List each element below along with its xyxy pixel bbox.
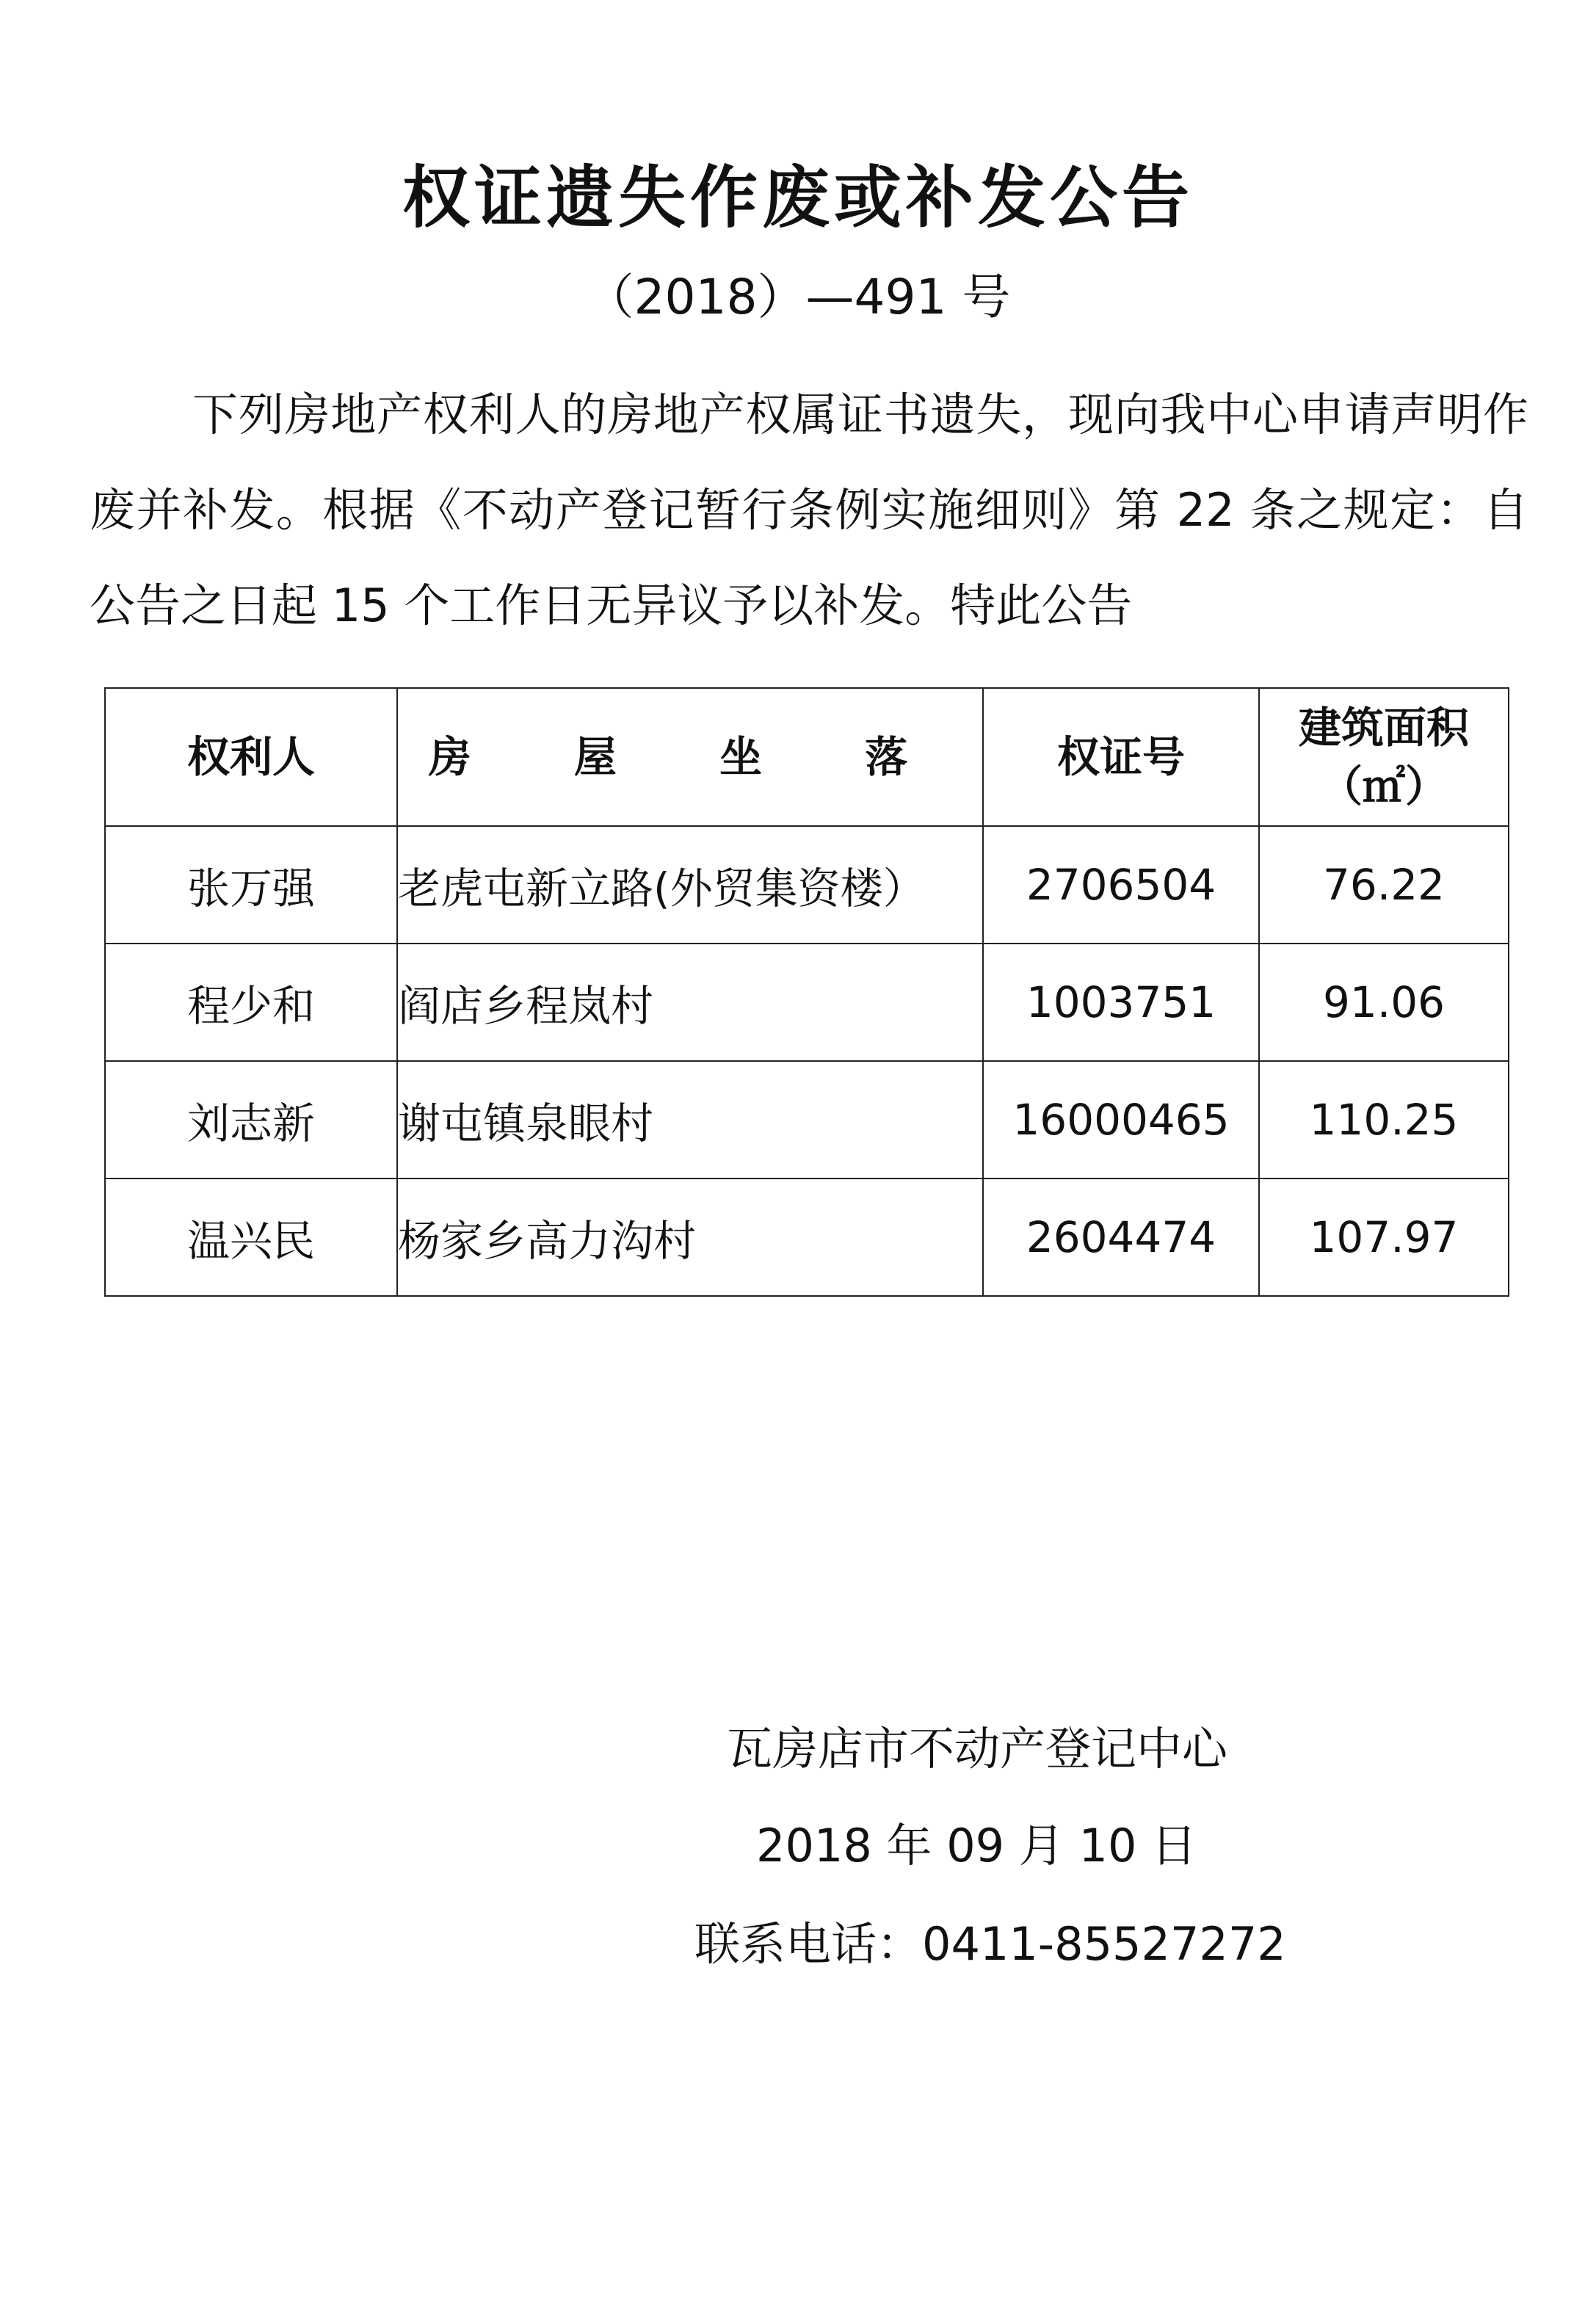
notice-title: 权证遗失作废或补发公告	[402, 159, 1194, 237]
header-area-line2: （㎡）	[1319, 761, 1448, 811]
header-address	[397, 688, 983, 826]
table-row	[105, 826, 1509, 944]
area-cell: 76.22	[1259, 826, 1509, 944]
area-cell: 110.25	[1259, 1061, 1509, 1179]
table-row	[105, 944, 1509, 1061]
header-area-line1: 建筑面积	[1298, 703, 1469, 753]
table-header-row	[105, 688, 1509, 826]
issuer-name: 瓦房店市不动产登记中心	[727, 1722, 1228, 1775]
header-address-label: 房 屋 坐 落	[428, 732, 952, 782]
address-cell: 阎店乡程岚村	[397, 944, 983, 1061]
address-cell: 杨家乡高力沟村	[397, 1179, 983, 1296]
area-cell: 107.97	[1259, 1179, 1509, 1296]
owner-cell: 刘志新	[105, 1061, 397, 1179]
area-cell: 91.06	[1259, 944, 1509, 1061]
table-row	[105, 1179, 1509, 1296]
header-cert: 权证号	[983, 688, 1259, 826]
contact-phone: 联系电话：0411-85527272	[694, 1917, 1286, 1971]
owner-cell: 程少和	[105, 944, 397, 1061]
address-cell: 谢屯镇泉眼村	[397, 1061, 983, 1179]
owner-cell: 温兴民	[105, 1179, 397, 1296]
cert-cell: 16000465	[983, 1061, 1259, 1179]
notice-body: 下列房地产权利人的房地产权属证书遗失，现向我中心申请声明作废并补发。根据《不动产登记暂行条例实施细则》第 22 条之规定：自公告之日起 15 个工作日无异议予以补发。特此公告	[90, 388, 1528, 632]
cert-cell: 1003751	[983, 944, 1259, 1061]
issue-date: 2018 年 09 月 10 日	[756, 1819, 1197, 1872]
header-area	[1259, 688, 1509, 826]
certificate-table	[104, 687, 1509, 1297]
cert-cell: 2604474	[983, 1179, 1259, 1296]
header-owner: 权利人	[105, 688, 397, 826]
address-cell: 老虎屯新立路(外贸集资楼）	[397, 826, 983, 944]
notice-number: （2018）—491 号	[585, 269, 1011, 325]
table-row	[105, 1061, 1509, 1179]
owner-cell: 张万强	[105, 826, 397, 944]
cert-cell: 2706504	[983, 826, 1259, 944]
